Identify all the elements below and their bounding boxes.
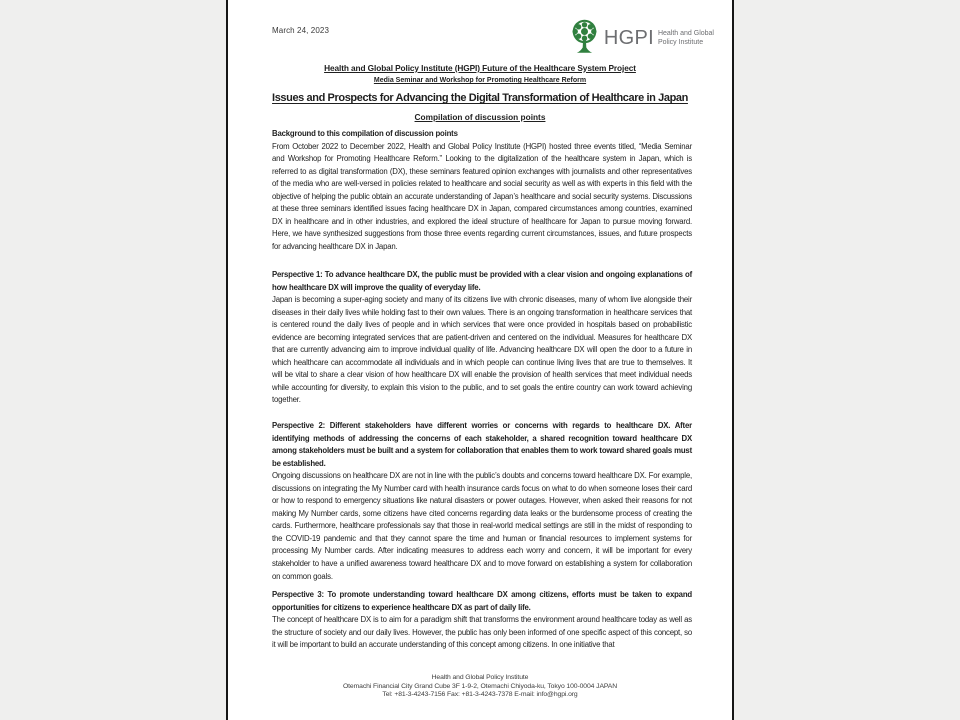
section-perspective-1-heading: Perspective 1: To advance healthcare DX, the public must be provided with a clear vision and ongoing explanations of how healthcare DX will improve the quality of everyday life.	[272, 270, 692, 292]
section-background-heading: Background to this compilation of discussion points	[272, 129, 458, 138]
section-perspective-2-heading: Perspective 2: Different stakeholders have different worries or concerns with regards to healthcare DX. After identifying methods of addressing the concerns of each stakeholder, a shared recognition toward healthcare DX among stakeholders must be built and a system for collaboration that enables them to work toward shared goals must be established.	[272, 421, 692, 468]
section-background	[272, 128, 692, 253]
hgpi-logo-tagline-line1: Health and Global	[657, 30, 714, 37]
document-date: March 24, 2023	[272, 26, 329, 35]
hgpi-logo-acronym: HGPI	[603, 26, 654, 49]
footer-institute-name: Health and Global Policy Institute	[431, 674, 529, 681]
section-perspective-3	[272, 589, 692, 652]
section-perspective-1	[272, 269, 692, 407]
hgpi-logo-tagline	[658, 30, 714, 47]
section-perspective-3-body: The concept of healthcare DX is to aim for a paradigm shift that transforms the environment around healthcare today as well as the structure of society and our daily lives. However, the public has only been informed of one specific aspect of this concept, so it will be important to build an accurate understanding of this concept among citizens. In one initiative that	[272, 615, 692, 650]
hgpi-tree-logo-icon	[568, 19, 601, 56]
section-perspective-3-heading: Perspective 3: To promote understanding toward healthcare DX among citizens, efforts must be taken to expand opportunities for citizens to experience healthcare DX as part of daily life.	[272, 590, 692, 612]
seminar-subtitle: Media Seminar and Workshop for Promoting Healthcare Reform	[373, 77, 587, 84]
project-title: Health and Global Policy Institute (HGPI) Future of the Healthcare System Project	[324, 63, 636, 73]
document-subtitle: Compilation of discussion points	[414, 112, 546, 122]
page-footer	[228, 674, 732, 700]
section-perspective-2-body: Ongoing discussions on healthcare DX are not in line with the public’s doubts and concerns toward healthcare DX. For example, discussions on integrating the My Number card with health insurance cards focus on what to do when someone loses their card or how to respond to emergency situations like natural disasters or power outages. However, when asked their reasons for not making My Number cards, some citizens have cited concerns regarding data leaks or the burdensome process of creating the cards. Furthermore, healthcare professionals say that those in real-world medical settings are still in the midst of responding to the COVID-19 pandemic and that they cannot spare the time and human or financial resources to implement systems for processing My Number cards. After indicating measures to address each worry and concern, it will be important for every stakeholder to have a unified awareness toward healthcare DX and to move forward on establishing a system for collaboration on common goals.	[272, 471, 692, 581]
section-background-body: From October 2022 to December 2022, Health and Global Policy Institute (HGPI) hosted three events titled, “Media Seminar and Workshop for Promoting Healthcare Reform.” Looking to the digitalization of the healthcare system in Japan, which is referred to as digital transformation (DX), these seminars featured opinion exchanges with journalists and other representatives of the media who are well-versed in policies related to healthcare and social security as well as with experts in this field with the objective of helping the public obtain an accurate understanding of Japan’s healthcare and social security systems. Discussions at these three seminars identified issues facing healthcare DX in Japan, compared circumstances among countries, examined DX in healthcare and in other industries, and explored the ideal structure of healthcare for Japan to pursue moving forward. Here, we have synthesized suggestions from those three events regarding current circumstances, issues, and future prospects for advancing healthcare DX in Japan.	[272, 141, 692, 251]
footer-contact: Tel: +81-3-4243-7156 Fax: +81-3-4243-7378 E-mail: info@hgpi.org	[382, 691, 578, 699]
document-page	[226, 0, 734, 720]
document-title: Issues and Prospects for Advancing the Digital Transformation of Healthcare in Japan	[272, 92, 688, 104]
hgpi-logo	[568, 19, 714, 56]
hgpi-logo-tagline-line2: Policy Institute	[657, 38, 704, 46]
footer-address: Otemachi Financial City Grand Cube 3F 1-9-2, Otemachi Chiyoda-ku, Tokyo 100-0004 JAPAN	[342, 682, 618, 690]
section-perspective-2	[272, 420, 692, 583]
section-perspective-1-body: Japan is becoming a super-aging society and many of its citizens live with chronic diseases, many of whom live alongside their diseases in their daily lives while holding fast to their own values. There is an ongoing transformation in healthcare services that is centered round the daily lives of people and in which services that were once provided in hospitals based on probabilistic evidence are becoming integrated services that are patient-driven and centered on the individual. Measures for healthcare DX that are currently advancing aim to improve individual quality of life. Advancing healthcare DX will open the door to a future in which healthcare can accommodate all individuals and in which people can continue living lives that are true to themselves. It will be vital to share a clear vision of how healthcare DX will enable the provision of health services that meet individual needs while accounting for diversity, to explain this vision to the public, and to set goals the entire country can work toward achieving together.	[272, 295, 692, 405]
